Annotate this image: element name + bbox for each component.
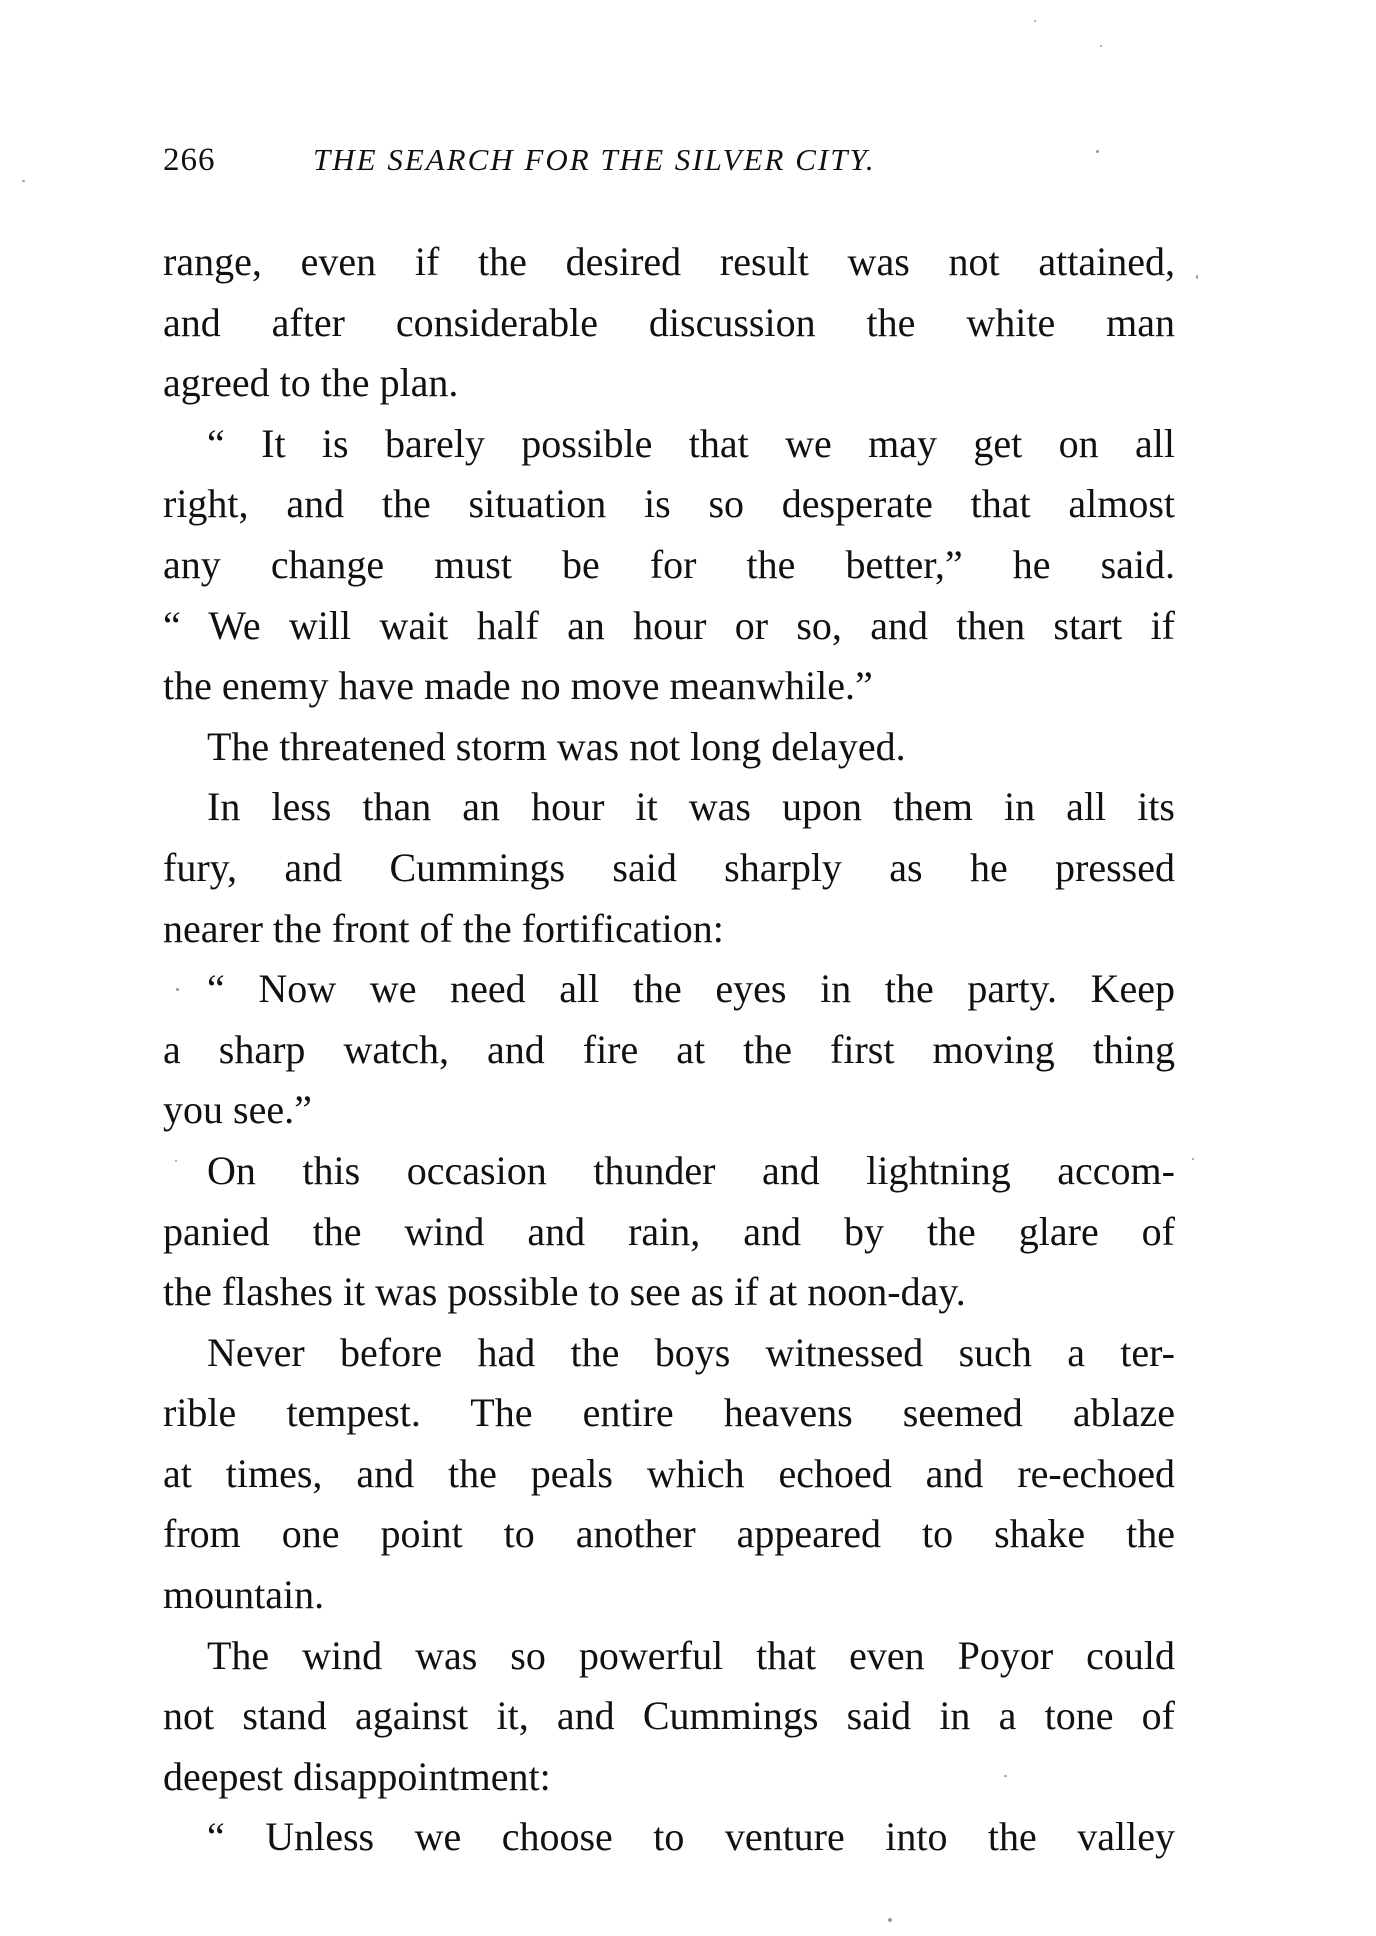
text-line: “ We will wait half an hour or so, and then start if	[163, 602, 1175, 648]
text-line: any change must be for the better,” he said.	[163, 541, 1175, 587]
text-line: you see.”	[163, 1087, 312, 1133]
text-line: from one point to another appeared to shake the	[163, 1511, 1175, 1557]
text-line: right, and the situation is so desperate that almost	[163, 481, 1175, 527]
text-line: “ It is barely possible that we may get on all	[207, 420, 1175, 466]
text-line: In less than an hour it was upon them in all its	[207, 784, 1175, 830]
text-line: the flashes it was possible to see as if at noon-day.	[163, 1269, 966, 1315]
body-text	[163, 232, 1175, 1868]
text-line: On this occasion thunder and lightning accom-	[207, 1147, 1175, 1193]
text-line: at times, and the peals which echoed and re-echoed	[163, 1450, 1175, 1496]
text-line: deepest disappointment:	[163, 1753, 551, 1799]
text-line: “ Now we need all the eyes in the party. Keep	[207, 966, 1175, 1012]
text-line: mountain.	[163, 1572, 325, 1618]
text-line: Never before had the boys witnessed such a ter-	[207, 1329, 1175, 1375]
text-line: range, even if the desired result was not attained,	[163, 239, 1175, 284]
text-line: “ Unless we choose to venture into the valley	[207, 1814, 1175, 1860]
text-line: rible tempest. The entire heavens seemed ablaze	[163, 1390, 1175, 1436]
text-line: The threatened storm was not long delayed.	[207, 723, 906, 769]
text-line: nearer the front of the fortification:	[163, 905, 724, 951]
text-line: fury, and Cummings said sharply as he pressed	[163, 844, 1175, 890]
running-title: THE SEARCH FOR THE SILVER CITY.	[313, 142, 876, 177]
page-number: 266	[163, 142, 216, 178]
text-line: and after considerable discussion the white man	[163, 299, 1175, 345]
page-header	[163, 142, 1043, 190]
text-line: a sharp watch, and fire at the first moving thing	[163, 1026, 1175, 1072]
text-line: the enemy have made no move meanwhile.”	[163, 663, 873, 709]
text-line: not stand against it, and Cummings said in a tone of	[163, 1693, 1175, 1739]
text-line: agreed to the plan.	[163, 360, 459, 406]
text-line: The wind was so powerful that even Poyor could	[207, 1632, 1175, 1678]
text-line: panied the wind and rain, and by the glare of	[163, 1208, 1175, 1254]
